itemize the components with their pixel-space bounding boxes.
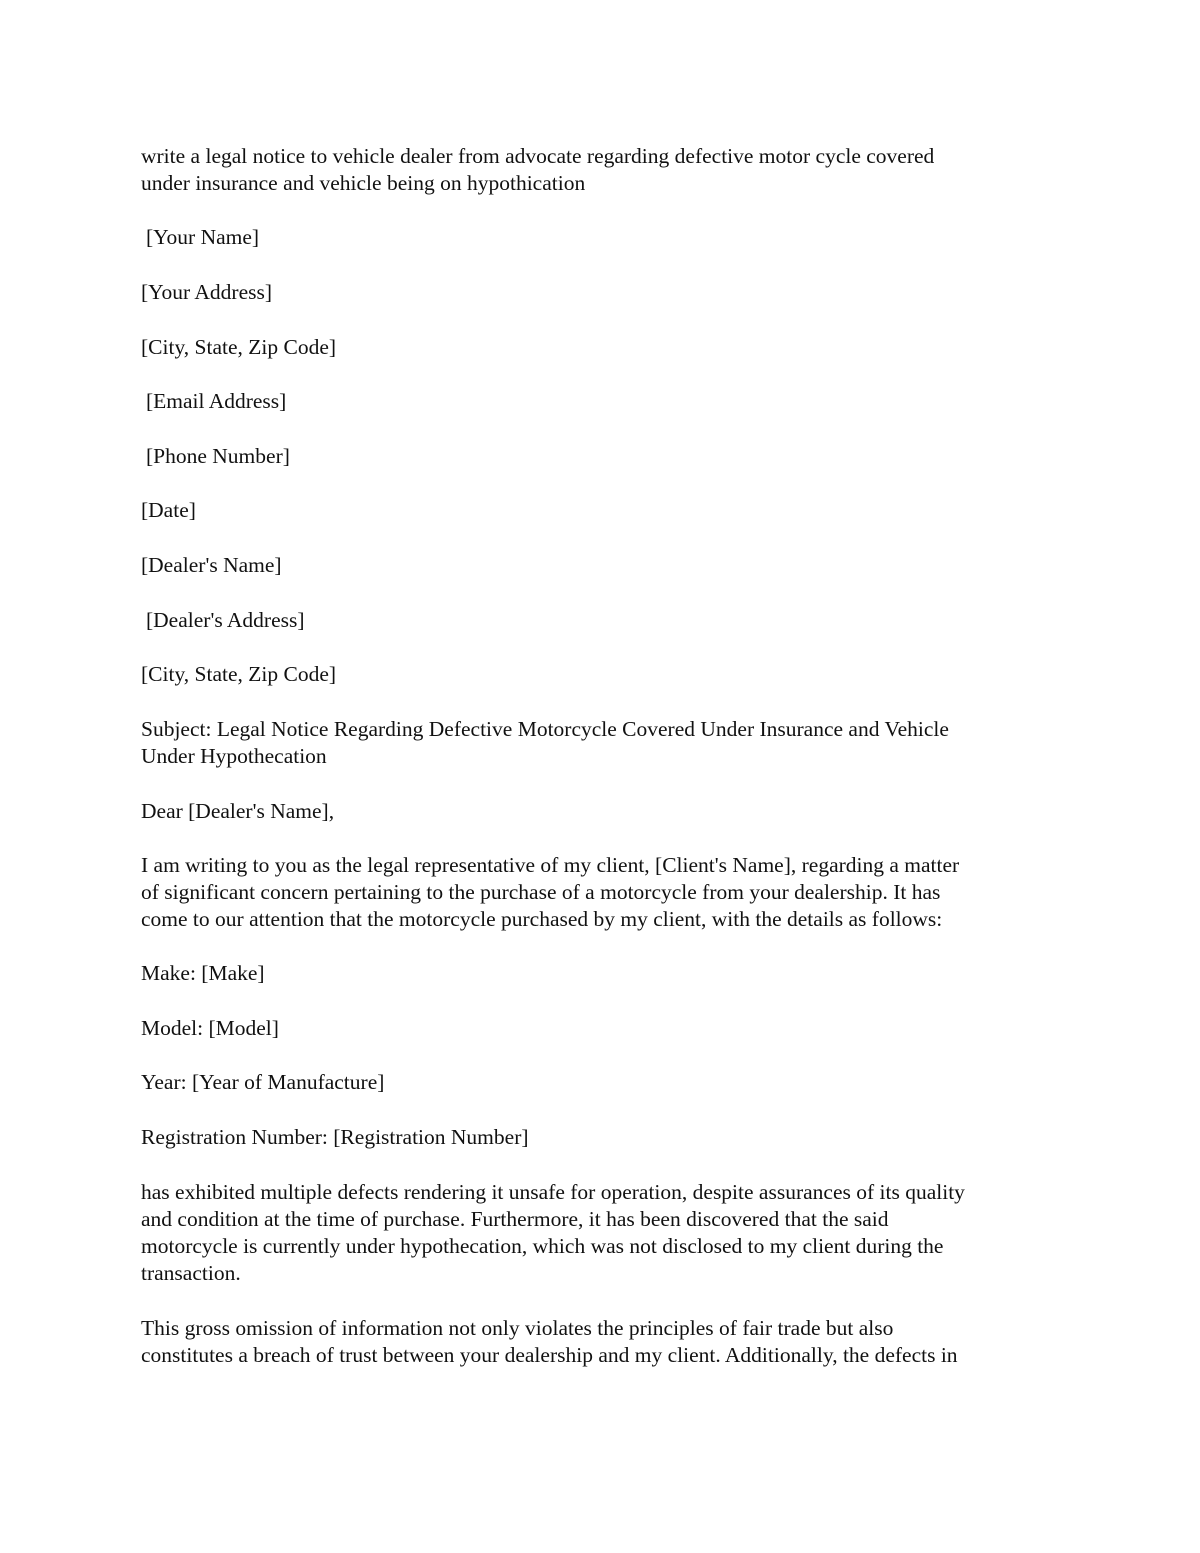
prompt-line-1: write a legal notice to vehicle dealer from advocate regarding defective motor cycle covered bbox=[141, 144, 935, 168]
vehicle-registration: Registration Number: [Registration Number] bbox=[141, 1125, 529, 1149]
defects-line-2: and condition at the time of purchase. Furthermore, it has been discovered that the said bbox=[141, 1207, 889, 1231]
salutation: Dear [Dealer's Name], bbox=[141, 799, 335, 823]
recipient-address: [Dealer's Address] bbox=[146, 608, 305, 632]
sender-email: [Email Address] bbox=[146, 389, 287, 413]
subject-line-1: Subject: Legal Notice Regarding Defective Motorcycle Covered Under Insurance and Vehicle bbox=[141, 717, 949, 741]
letter-date: [Date] bbox=[141, 498, 196, 522]
vehicle-year: Year: [Year of Manufacture] bbox=[141, 1070, 385, 1094]
sender-phone: [Phone Number] bbox=[146, 444, 290, 468]
defects-line-4: transaction. bbox=[141, 1261, 241, 1285]
intro-line-1: I am writing to you as the legal representative of my client, [Client's Name], regarding a matter bbox=[141, 853, 960, 877]
sender-address: [Your Address] bbox=[141, 280, 273, 304]
vehicle-make: Make: [Make] bbox=[141, 961, 265, 985]
prompt-line-2: under insurance and vehicle being on hypothication bbox=[141, 171, 586, 195]
sender-name: [Your Name] bbox=[146, 225, 260, 249]
intro-line-3: come to our attention that the motorcycle purchased by my client, with the details as follows: bbox=[141, 907, 943, 931]
omission-line-2: constitutes a breach of trust between your dealership and my client. Additionally, the defects in bbox=[141, 1343, 958, 1367]
sender-city-state-zip: [City, State, Zip Code] bbox=[141, 335, 337, 359]
defects-line-1: has exhibited multiple defects rendering it unsafe for operation, despite assurances of its quality bbox=[141, 1180, 965, 1204]
subject-line-2: Under Hypothecation bbox=[141, 744, 327, 768]
defects-line-3: motorcycle is currently under hypothecation, which was not disclosed to my client during the bbox=[141, 1234, 944, 1258]
vehicle-model: Model: [Model] bbox=[141, 1016, 279, 1040]
intro-line-2: of significant concern pertaining to the purchase of a motorcycle from your dealership. It has bbox=[141, 880, 941, 904]
recipient-name: [Dealer's Name] bbox=[141, 553, 282, 577]
recipient-city-state-zip: [City, State, Zip Code] bbox=[141, 662, 337, 686]
omission-line-1: This gross omission of information not only violates the principles of fair trade but also bbox=[141, 1316, 894, 1340]
